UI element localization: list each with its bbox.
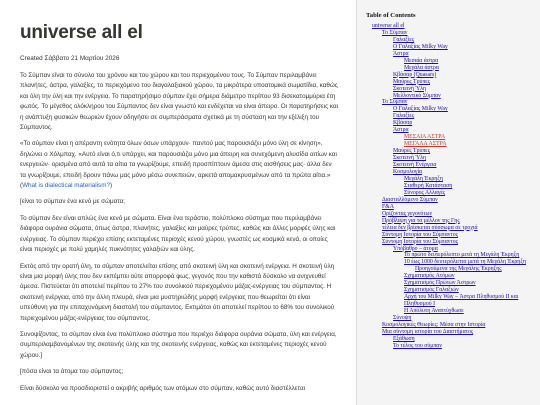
toc-item[interactable]: Σχηματισμός Γαλαξιών [357, 287, 540, 294]
toc-item[interactable]: Υπόβαθρο – άτομα [357, 246, 540, 253]
paragraph-holbach-quote [20, 139, 338, 191]
toc-item[interactable]: Μελλοντικό Σύμπαν [357, 93, 540, 100]
toc-item[interactable]: Άστρα [357, 51, 540, 58]
toc-item[interactable]: Άστρα [357, 127, 540, 134]
toc-item[interactable]: Σύνοψη [357, 315, 540, 322]
toc-item[interactable]: Το τέλος του σύμπαν [357, 343, 540, 350]
toc-item[interactable]: Η Απόλυτη Αναπτύχθωσε [357, 308, 540, 315]
toc-item[interactable]: Ορίζοντας γεγονότων [357, 211, 540, 218]
toc-item[interactable]: Αρχή του Milky Way – Άστρα Πληθυσμού ΙΙ και Πληθυσμού Ι [357, 294, 540, 308]
paragraph-intro: Το Σύμπαν είναι το σύνολο του χρόνου και του χώρου και του περιεχομένου τους. Το Σύμπαν περιλαμβάνει πλανήτες, άστρα, γαλαξίες, το περιεχόμενο του διαγαλαξιακού χώρου, τα μικρότερα υποατομικά σωματίδια, καθώς και όλη την ύλη και την ενέργεια. Το παρατηρήσιμο σύμπαν έχει σήμερα διάμετρο περίπου 93 δισεκατομμύρια έτη φωτός. Το μέγεθος ολόκληρου του Σύμπαντος δεν είναι γνωστό και ενδέχεται να είναι άπειρο. Οι παρατηρήσεις και η ανάπτυξη φυσικών θεωριών έχουν οδηγήσει σε συμπεράσματα σχετικά με τη σύσταση και την εξέλιξη του Σύμπαντος. [20, 72, 338, 132]
toc-item[interactable]: Διασταλλόμενο Σύμπαν [357, 197, 540, 204]
toc-item[interactable]: Ο Γαλαξίας Milky Way [357, 44, 540, 51]
toc-item[interactable]: τέλεια δεν βρίσκεται σύσσωμα σε τροχιά [357, 225, 540, 232]
paragraph-summary: Συνοψίζοντας, το σύμπαν είναι ένα πολύπλοκο σύστημα που περιέχει διάφορα ουράνια σώματα, ύλη και ενέργεια, συμπεριλαμβανομένων της σκοτεινής ύλης και της σκοτεινής ενέργειας, καθώς και εκτεταμένες περιοχές κενού χώρου.] [20, 330, 337, 359]
main-content [20, 20, 338, 405]
toc-item[interactable]: Εξάθωση [357, 336, 540, 343]
toc-item[interactable]: Μια σύντομη ιστορία του Διαστήματος [357, 329, 540, 336]
toc-item[interactable]: Μεγάλα άστρα [357, 65, 540, 72]
toc-item[interactable]: Σκοτεινή Ενέργεια [357, 162, 540, 169]
toc-item[interactable]: Σκοτεινή Ύλη [357, 155, 540, 162]
paragraph-dark-matter: Εκτός από την ορατή ύλη, το σύμπαν αποτελείται επίσης από σκοτεινή ύλη και σκοτεινή ενέργεια. Η σκοτεινή ύλη είναι μια μορφή ύλης που δεν εκπέμπει ούτε απορροφά φως, γεγονός που την καθιστά δύσκολο να ανιχνευθεί άμεσα. Πιστεύεται ότι αποτελεί περίπου το 27% του συνολικού περιεχομένου μάζας-ενέργειας του σύμπαντος. Η σκοτεινή ενέργεια, από την άλλη πλευρά, είναι μια μυστηριώδης μορφή ενέργειας που θεωρείται ότι είναι υπεύθυνη για την επιταχυνόμενη διαστολή του σύμπαντος. Εκτιμάται ότι αποτελεί περίπου το 68% του συνολικού περιεχομένου μάζας-ενέργειας του σύμπαντος. [20, 262, 335, 322]
toc-item[interactable]: Το πρώτο δευτερόλεπτο μετά τη Μεγάλη Έκρηξη [357, 252, 540, 259]
toc-item[interactable]: Πρόβλεψη για τα μέλλον της Γης [357, 218, 540, 225]
toc-item[interactable]: Μεσαία άστρα [357, 58, 540, 65]
toc-item[interactable]: Κβάσαρ [357, 120, 540, 127]
toc-item[interactable]: Γαλαξίες [357, 113, 540, 120]
created-date: Created Σάββατο 21 Μαρτίου 2026 [20, 55, 120, 62]
toc-item[interactable]: Προηγούμενα της Μεγάλης Έκρηξης [357, 266, 540, 273]
dialectical-materialism-link[interactable]: What is dialectical materialism? [22, 182, 110, 190]
toc-item[interactable]: Μεγάλη Έκρηξη [357, 176, 540, 183]
toc-item[interactable]: Μαύρες Τρύπες [357, 79, 540, 86]
quote-text: «Το σύμπαν είναι η απέραντη ενότητα όλων όσων υπάρχουν· παντού μας παρουσιάζει μόνο ύλη σε κίνηση», δηλώνει ο Χόλμπαχ. «Αυτό είναι ό,τι υπάρχει, και παρουσιάζει μόνο μια άπειρη και συνεχόμενη αλυσίδα αιτίων και ενεργειών· ορισμένα από αυτά τα αίτια τα γνωρίζουμε, επειδή προσπίπτουν άμεσα στις αισθήσεις μας· άλλα δεν τα γνωρίζουμε, επειδή δρουν πάνω μας μόνο μέσω συνεπειών, αρκετά απομακρυσμένων από τα πρώτα αίτια.» ( [20, 140, 337, 190]
toc-item[interactable]: Σχηματισμός Πρώτων Άστρων [357, 280, 540, 287]
page-title: universe all el [20, 22, 143, 43]
toc-item[interactable]: universe all el [357, 23, 540, 30]
toc-item[interactable]: Σύντομη Ιστορία του Σύμπαντος [357, 239, 540, 246]
toc-item[interactable]: 10 έως 1000 δευτερόλεπτα μετά τη Μεγάλη Έκρηξη [357, 259, 540, 266]
toc-item[interactable]: Σταθερή Κατάσταση [357, 183, 540, 190]
paragraph-answer-vacuum: Το σύμπαν δεν είναι απλώς ένα κενό με σώματα. Είναι ένα τεράστιο, πολύπλοκο σύστημα που περιλαμβάνει διάφορα ουράνια σώματα, όπως άστρα, πλανήτες, γαλαξίες και μαύρες τρύπες, καθώς και άλλες μορφές ύλης και ενέργειας. Το σύμπαν περιέχει επίσης εκτεταμένες περιοχές κενού χώρου, γνωστές ως κοσμικά κενά, οι οποίες είναι περιοχές με πολύ χαμηλές πυκνότητες γαλαξιών και ύλης. [20, 214, 336, 254]
toc-item[interactable]: ΜΕΣΑΙΑ ΑΣΤΡΑ [357, 134, 540, 141]
toc-item[interactable]: Κοσμολογία [357, 169, 540, 176]
quote-end: ) [109, 182, 113, 190]
toc-item[interactable]: Το Σύμπαν [357, 99, 540, 106]
paragraph-question-atoms: [πόσα είναι τα άτομα του σύμπαντος; [20, 368, 124, 376]
toc-item[interactable]: F&A [357, 204, 540, 211]
toc-list [357, 23, 540, 350]
paragraph-answer-atoms: Είναι δύσκολο να προσδιοριστεί ο ακριβής αριθμός των ατόμων στο σύμπαν, καθώς αυτό διαστέλλεται [20, 384, 305, 392]
toc-item[interactable]: Κοσμολογικές Θεωρίες: Μέσα στην Ιστορία [357, 322, 540, 329]
toc-item[interactable]: Γαλαξίες [357, 37, 540, 44]
toc-item[interactable]: Σχηματισμός Ατόμων [357, 273, 540, 280]
toc-item[interactable]: Σκοτεινή Ύλη [357, 86, 540, 93]
toc-item[interactable]: Σύνορος Αλλαγές [357, 190, 540, 197]
toc-item[interactable]: ΜΕΓΑΛΑ ΑΣΤΡΑ [357, 141, 540, 148]
paragraph-question-vacuum: [είναι το σύμπαν ένα κενό με σώματα; [20, 198, 126, 206]
toc-item[interactable]: Ο Γαλαξίας Milky Way [357, 106, 540, 113]
table-of-contents [356, 0, 540, 405]
toc-item[interactable]: Σύντομη Ιστορία του Σύμπαντος [357, 232, 540, 239]
toc-item[interactable]: Μαύρες Τρύπες [357, 148, 540, 155]
toc-title: Table of Contents [366, 12, 416, 19]
toc-item[interactable]: Κβάσαρ (Quasars) [357, 72, 540, 79]
toc-item[interactable]: Το Σύμπαν [357, 30, 540, 37]
